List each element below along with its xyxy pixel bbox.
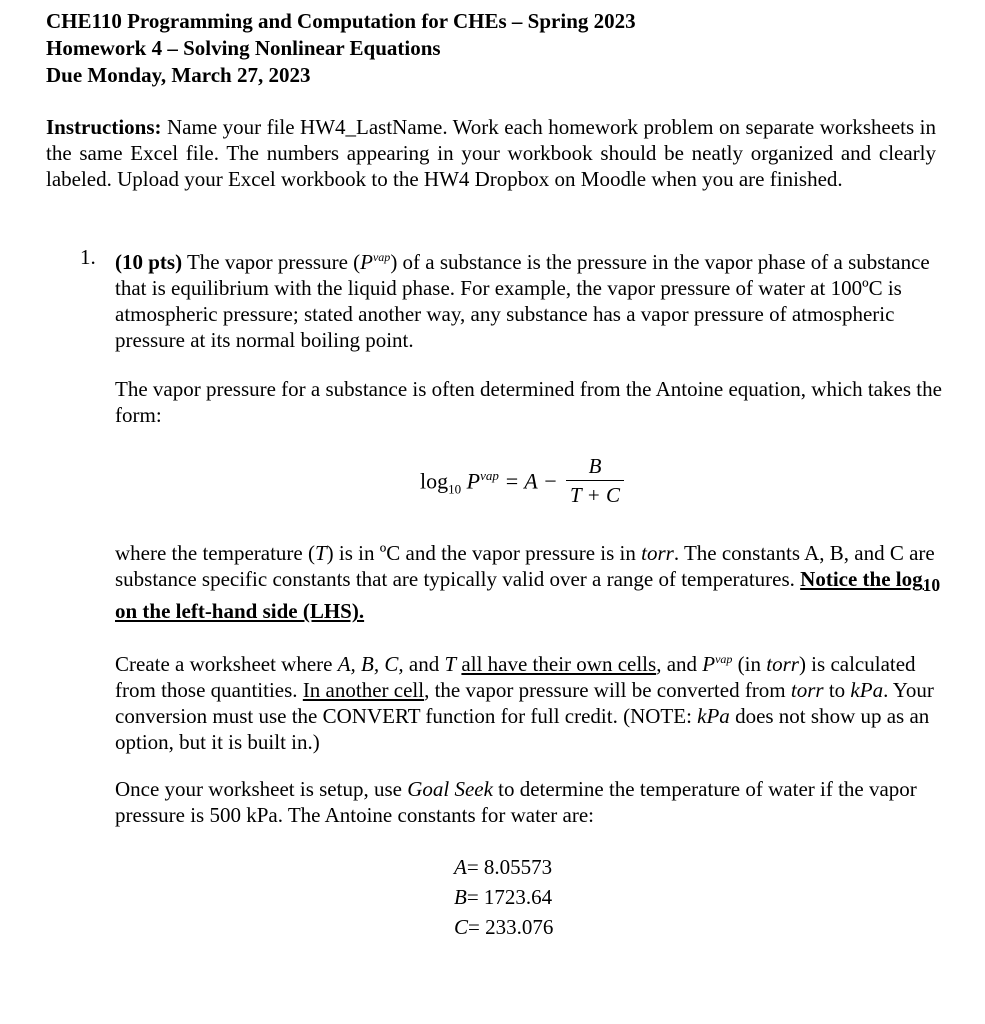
course-title: CHE110 Programming and Computation for CHEs – Spring 2023 xyxy=(46,9,636,33)
problem-points: (10 pts) xyxy=(115,250,183,274)
create-kpa-2: kPa xyxy=(697,704,730,728)
constant-b xyxy=(454,882,553,912)
fraction-numerator: B xyxy=(588,454,602,478)
notice-text-1: Notice the log xyxy=(800,567,923,591)
fraction-denominator: T + C xyxy=(570,483,620,507)
goal-seek-paragraph xyxy=(115,776,945,828)
intro-text-1: The vapor pressure ( xyxy=(182,250,361,274)
create-text-5: , the vapor pressure will be converted from xyxy=(424,678,791,702)
where-t: T xyxy=(314,541,327,565)
another-cell-text: In another cell xyxy=(302,678,425,702)
problem-number: 1. xyxy=(80,245,96,269)
create-text-4: ) is calculated from those quantities. xyxy=(115,652,916,702)
own-cells-text: all have their own cells xyxy=(461,652,657,676)
problem-intro xyxy=(115,244,945,353)
create-and: and xyxy=(403,652,445,676)
where-text-3: . The constants A, B, and C are substance specific constants that are typically valid over a range of temperatures. xyxy=(115,541,935,591)
fraction-bar xyxy=(566,480,624,481)
create-torr-2: torr xyxy=(790,678,824,702)
antoine-constants xyxy=(454,852,553,942)
equation-fraction xyxy=(566,454,624,507)
create-kpa: kPa xyxy=(850,678,884,702)
constant-c-name: C xyxy=(454,915,469,939)
p-symbol: P xyxy=(360,250,373,274)
constant-b-name: B xyxy=(454,885,467,909)
log-base: 10 xyxy=(448,481,462,497)
homework-title: Homework 4 – Solving Nonlinear Equations xyxy=(46,36,441,60)
goal-seek-term: Goal Seek xyxy=(407,777,493,801)
create-paragraph xyxy=(115,646,945,755)
intro-text-2: ) of a substance is the pressure in the vapor phase of a substance that is equilibrium with the liquid phase. For example, the vapor pressure of water at 100ºC is atmospheric pressure; stated another way, any substance has a vapor pressure of atmospheric pressure at its normal boiling point. xyxy=(115,250,930,352)
due-date: Due Monday, March 27, 2023 xyxy=(46,63,311,87)
create-torr: torr xyxy=(766,652,799,676)
goal-text-2: to determine the temperature of water if the vapor pressure is 500 kPa. The Antoine constants for water are: xyxy=(115,777,917,827)
notice-sub: 10 xyxy=(922,575,941,596)
where-text-2: ) is in ºC and the vapor pressure is in xyxy=(326,541,642,565)
where-text-1: where the temperature ( xyxy=(115,541,315,565)
create-vars: A, B, C, xyxy=(337,652,404,676)
constant-a xyxy=(454,852,553,882)
create-text-2: , and xyxy=(656,652,703,676)
create-text-6: to xyxy=(823,678,851,702)
equation-vap: vap xyxy=(480,468,499,483)
instructions-text: Name your file HW4_LastName. Work each homework problem on separate worksheets in the same Excel file. The numbers appearing in your workbook should be neatly organized and clearly labeled. Upload your Excel workbook to the HW4 Dropbox on Moodle when you are finished. xyxy=(46,115,936,191)
instructions-label: Instructions: xyxy=(46,115,162,139)
equation-p: P xyxy=(466,468,481,494)
create-text-8: does not show up as an option, but it is built in.) xyxy=(115,704,930,754)
antoine-equation xyxy=(420,454,660,518)
create-text-7: . Your conversion must use the CONVERT function for full credit. (NOTE: xyxy=(115,678,934,728)
create-text-1: Create a worksheet where xyxy=(115,652,338,676)
equation-rhs: = A − xyxy=(498,468,558,494)
instructions-paragraph xyxy=(46,114,936,192)
antoine-intro: The vapor pressure for a substance is often determined from the Antoine equation, which takes the form: xyxy=(115,377,942,427)
vap-superscript: vap xyxy=(372,250,391,264)
log-text: log xyxy=(420,468,449,494)
create-text-3: (in xyxy=(732,652,767,676)
create-p: P xyxy=(702,652,716,676)
document-header xyxy=(46,8,636,89)
where-paragraph xyxy=(115,540,945,624)
create-t: T xyxy=(444,652,457,676)
constant-b-value: = 1723.64 xyxy=(466,885,553,909)
constant-c xyxy=(454,912,553,942)
constant-a-value: = 8.05573 xyxy=(466,855,553,879)
constant-c-value: = 233.076 xyxy=(468,915,554,939)
equation-lhs xyxy=(420,468,558,498)
notice-text-2: on the left-hand side (LHS). xyxy=(115,599,365,624)
where-torr: torr xyxy=(641,541,674,565)
create-vap: vap xyxy=(715,652,733,666)
constant-a-name: A xyxy=(454,855,467,879)
goal-text-1: Once your worksheet is setup, use xyxy=(115,777,408,801)
